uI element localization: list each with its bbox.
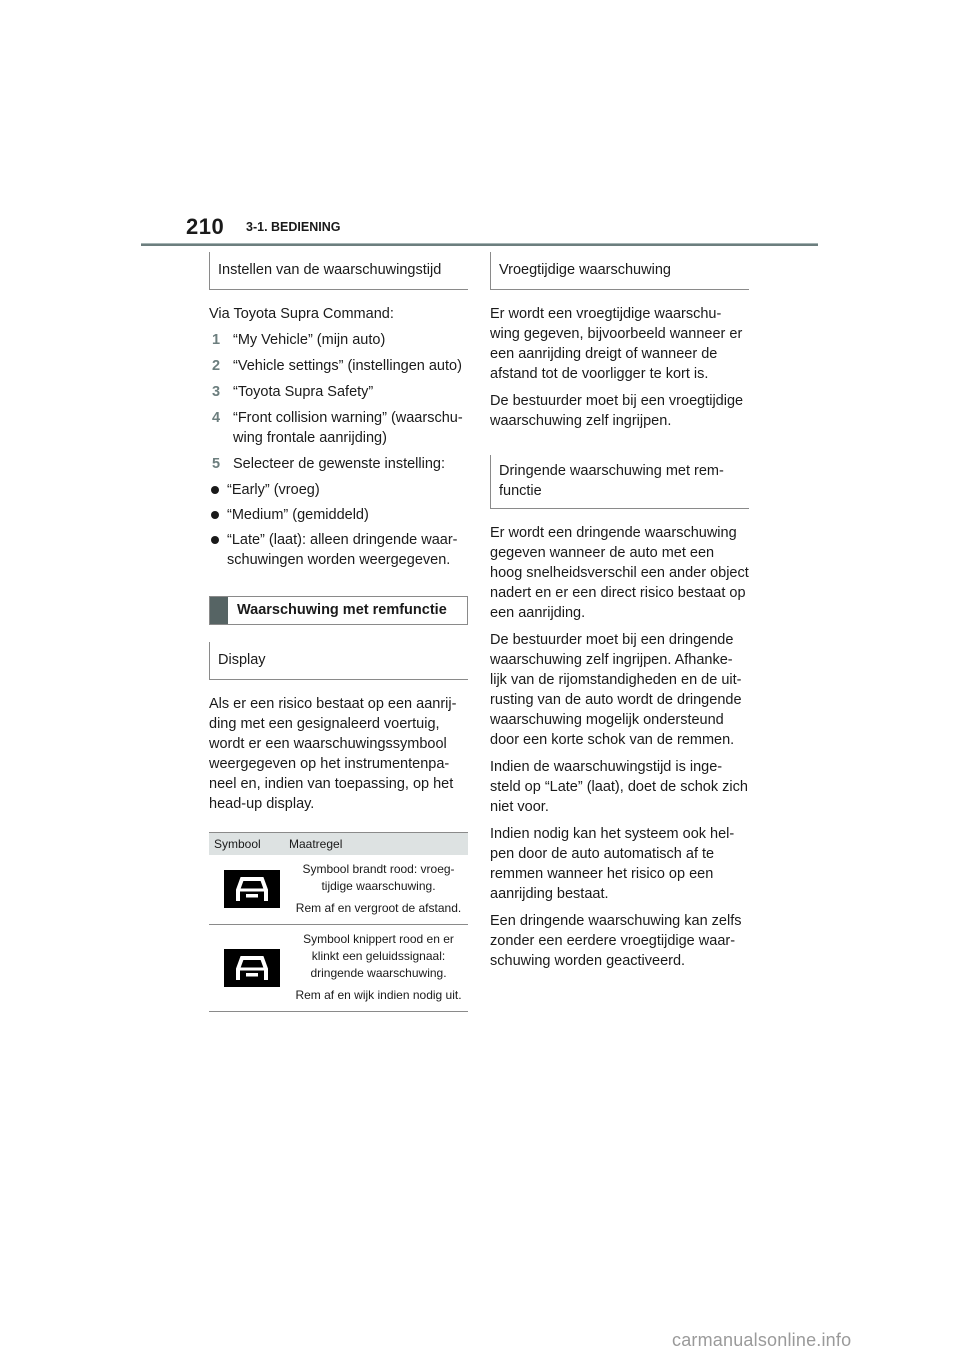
urgent-paragraph: Indien de waarschuwingstijd is inge-steld op “Late” (laat), doet de schok zich niet voor. <box>490 759 748 815</box>
symbol-cell <box>209 931 289 1004</box>
vehicle-ahead-warning-icon <box>224 949 280 987</box>
intro-text: Via Toyota Supra Command: <box>209 306 394 322</box>
table-header <box>209 832 468 855</box>
display-text: Als er een risico bestaat op een aanrij-ding met een gesignaleerd voertuig, wordt er een waarschuwingssymbool weergegeven op het instrumentenpa-neel en, indien van toepassing, op het head-up display. <box>209 696 457 812</box>
heading-tab-marker <box>210 597 228 624</box>
action-cell <box>289 861 468 917</box>
step-number: 1 <box>212 332 221 348</box>
bullet-icon <box>211 486 219 494</box>
steps-list <box>209 330 468 474</box>
step-number: 5 <box>212 456 221 472</box>
option-text: “Late” (laat): alleen dringende waar-schuwingen worden weergegeven. <box>227 532 458 568</box>
urgent-paragraph: Er wordt een dringende waarschuwing gegeven wanneer de auto met een hoog snelheidsverschil een ander object nadert en er een direct risico bestaat op een aanrijding. <box>490 525 749 621</box>
option-text: “Medium” (gemiddeld) <box>227 507 369 523</box>
step-number: 4 <box>212 410 221 426</box>
page-number: 210 <box>186 214 225 239</box>
options-list <box>209 480 468 570</box>
step-item <box>209 382 468 402</box>
step-item <box>209 356 468 376</box>
action-text: Symbool brandt rood: vroeg-tijdige waarschuwing. <box>302 862 455 893</box>
option-text: “Early” (vroeg) <box>227 482 320 498</box>
section-title: 3-1. BEDIENING <box>246 220 341 234</box>
right-column <box>490 252 749 971</box>
action-cell <box>289 931 468 1004</box>
section-box-heading <box>209 596 468 625</box>
subhead-warning-time: Instellen van de waarschuwingstijd <box>209 252 468 290</box>
early-paragraph: De bestuurder moet bij een vroegtijdige waarschuwing zelf ingrijpen. <box>490 393 744 429</box>
step-item <box>209 408 468 448</box>
step-text: “Front collision warning” (waarschu-wing frontale aanrijding) <box>233 410 463 446</box>
vehicle-ahead-warning-icon <box>224 870 280 908</box>
column-header-action: Maatregel <box>289 837 343 851</box>
action-text: Rem af en vergroot de afstand. <box>295 901 462 915</box>
urgent-paragraph: De bestuurder moet bij een dringende waarschuwing zelf ingrijpen. Afhanke-lijk van de rijomstandigheden en de uit-rusting van de auto wordt de dringende waarschuwing mogelijk ondersteund door een korte schok van de remmen. <box>490 632 742 748</box>
box-heading-label: Waarschuwing met remfunctie <box>237 602 447 618</box>
bullet-icon <box>211 536 219 544</box>
early-paragraph: Er wordt een vroegtijdige waarschu-wing gegeven, bijvoorbeeld wanneer er een aanrijding dreigt of wanneer de afstand tot de voorligger te kort is. <box>490 306 743 382</box>
bullet-icon <box>211 511 219 519</box>
urgent-paragraph: Een dringende waarschuwing kan zelfs zonder een eerdere vroegtijdige waar-schuwing worden geactiveerd. <box>490 913 742 969</box>
option-item <box>209 505 468 525</box>
step-item <box>209 330 468 350</box>
step-number: 2 <box>212 358 221 374</box>
subhead-urgent-warning: Dringende waarschuwing met rem-functie <box>490 455 749 509</box>
table-row <box>209 925 468 1012</box>
action-text: Rem af en wijk indien nodig uit. <box>295 988 462 1002</box>
step-text: “Toyota Supra Safety” <box>233 384 374 400</box>
step-text: “My Vehicle” (mijn auto) <box>233 332 386 348</box>
action-text: Symbool knippert rood en er klinkt een geluidssignaal: dringende waarschuwing. <box>303 932 454 980</box>
step-item <box>209 454 468 474</box>
symbol-table <box>209 832 468 1012</box>
table-row <box>209 855 468 925</box>
option-item <box>209 530 468 570</box>
step-number: 3 <box>212 384 221 400</box>
symbol-cell <box>209 861 289 917</box>
step-text: Selecteer de gewenste instelling: <box>233 456 445 472</box>
subhead-early-warning: Vroegtijdige waarschuwing <box>490 252 749 290</box>
column-header-symbol: Symbool <box>214 837 261 851</box>
step-text: “Vehicle settings” (instellingen auto) <box>233 358 462 374</box>
subhead-display: Display <box>209 642 468 680</box>
option-item <box>209 480 468 500</box>
urgent-paragraph: Indien nodig kan het systeem ook hel-pen door de auto automatisch af te remmen wanneer het risico op een aanrijding bestaat. <box>490 826 735 902</box>
watermark: carmanualsonline.info <box>672 1330 852 1350</box>
left-column <box>209 252 468 1012</box>
header-rule <box>141 243 818 246</box>
